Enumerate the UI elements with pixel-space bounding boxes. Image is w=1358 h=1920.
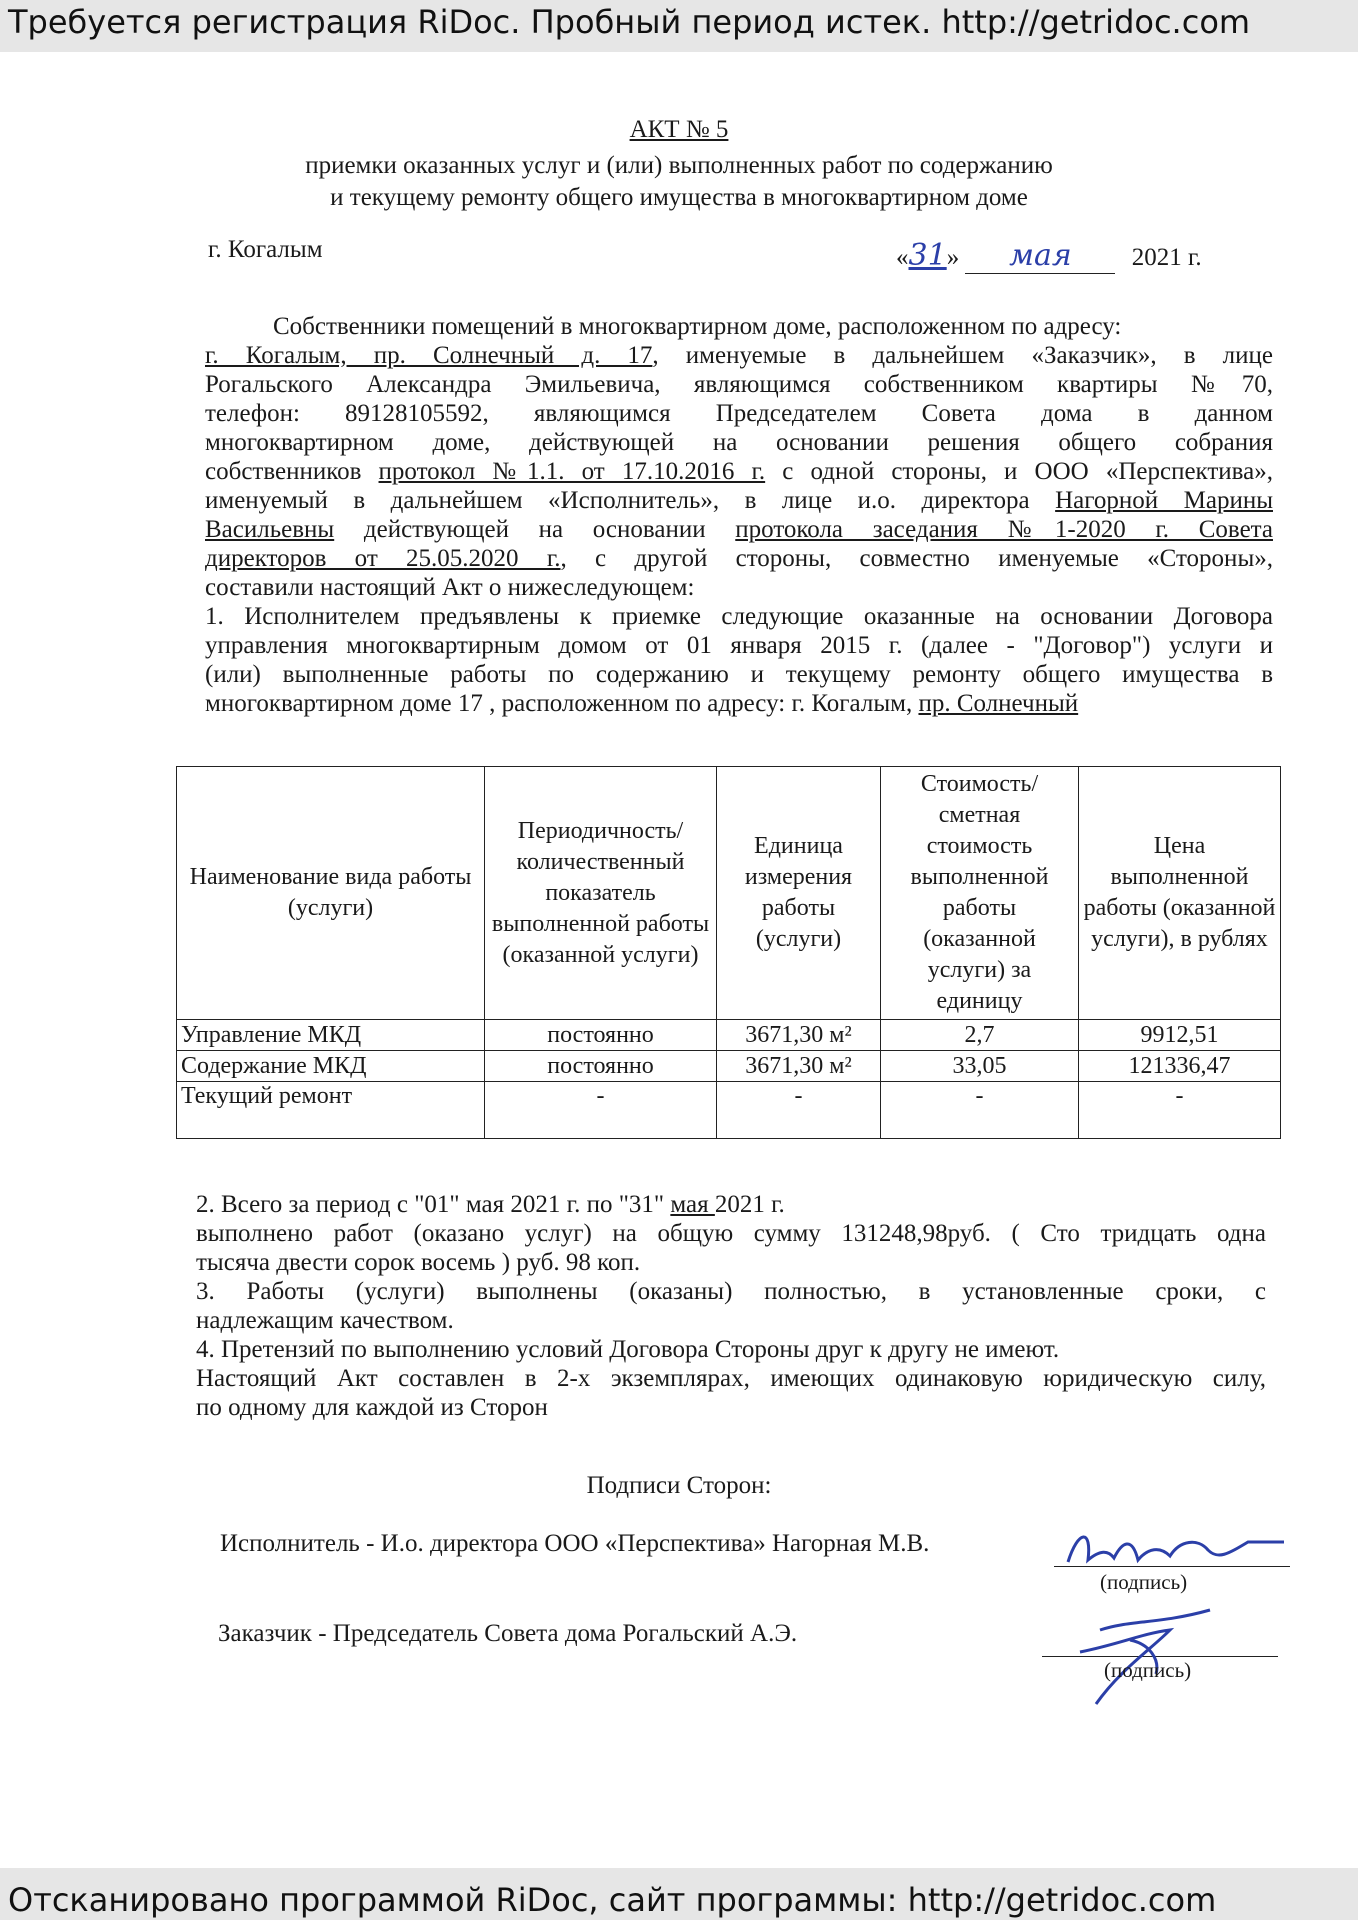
- cell-work-name: Текущий ремонт: [177, 1082, 485, 1139]
- act-date: «31» мая 2021 г.: [896, 238, 1202, 273]
- header-unit-cost: Стоимость/ сметная стоимость выполненной работы (оказанной услуги) за единицу: [881, 767, 1079, 1020]
- date-day: 31: [908, 238, 947, 273]
- cell-price: 121336,47: [1079, 1051, 1281, 1082]
- act-title: АКТ № 5: [629, 116, 729, 143]
- header-work-name: Наименование вида работы (услуги): [177, 767, 485, 1020]
- date-month: мая: [965, 238, 1115, 274]
- table-row: [177, 1082, 1281, 1139]
- place-of-act: г. Когалым: [208, 236, 323, 263]
- table-row: [177, 1020, 1281, 1051]
- act-subtitle-1: приемки оказанных услуг и (или) выполненных работ по содержанию: [305, 152, 1053, 179]
- executor-line: Исполнитель - И.о. директора ООО «Перспектива» Нагорная М.В.: [220, 1530, 930, 1557]
- trial-banner: Требуется регистрация RiDoc. Пробный период истек. http://getridoc.com: [0, 0, 1358, 52]
- cell-periodicity: постоянно: [485, 1020, 717, 1051]
- cell-price: 9912,51: [1079, 1020, 1281, 1051]
- customer-line: Заказчик - Председатель Совета дома Рогальский А.Э.: [218, 1620, 798, 1647]
- cell-work-name: Содержание МКД: [177, 1051, 485, 1082]
- act-subtitle-2: и текущему ремонту общего имущества в многоквартирном доме: [330, 184, 1028, 211]
- cell-periodicity: -: [485, 1082, 717, 1139]
- customer-signature-caption: (подпись): [1104, 1658, 1192, 1682]
- cell-unit: -: [717, 1082, 881, 1139]
- cell-unit-cost: 2,7: [881, 1020, 1079, 1051]
- cell-unit-cost: -: [881, 1082, 1079, 1139]
- customer-signature-icon: [1060, 1600, 1280, 1710]
- header-periodicity: Периодичность/ количественный показатель выполненной работы (оказанной услуги): [485, 767, 717, 1020]
- act-intro: Собственники помещений в многоквартирном доме, расположенном по адресу: г. Когалым, пр. Солнечный д. 17, именуемые в дальнейшем «Заказчик», в лице Рогальского Александра Эмильевича, являющимся собственником квартиры №70, телефон: 89128105592, являющимся Председателем Совета дома в данном многоквартирном доме, действующей на основании решения общего собрания собственников протокол №1.1. от 17.10.2016 г. с одной стороны, и ООО «Перспектива», именуемый в дальнейшем «Исполнитель», в лице и.о. директора Нагорной Марины Васильевны действующей на основании протокола заседания №1-2020 г. Совета директоров от 25.05.2020 г., с другой стороны, совместно именуемые «Стороны», составили настоящий Акт о нижеследующем: 1. Исполнителем предъявлены к приемке следующие оказанные на основании Договора управления многоквартирным домом от 01 января 2015 г. (далее - "Договор") услуги и (или) выполненные работы по содержанию и текущему ремонту общего имущества в многоквартирном доме 17 , расположенном по адресу: г. Когалым, пр. Солнечный: [205, 313, 1273, 717]
- signatures-title: Подписи Сторон:: [586, 1472, 772, 1499]
- cell-periodicity: постоянно: [485, 1051, 717, 1082]
- executor-signature-caption: (подпись): [1100, 1570, 1188, 1594]
- cell-unit: 3671,30 м²: [717, 1051, 881, 1082]
- header-price: Цена выполненной работы (оказанной услуги), в рублях: [1079, 767, 1281, 1020]
- cell-price: -: [1079, 1082, 1281, 1139]
- table-header-row: [177, 767, 1281, 1020]
- cell-unit: 3671,30 м²: [717, 1020, 881, 1051]
- cell-work-name: Управление МКД: [177, 1020, 485, 1051]
- cell-unit-cost: 33,05: [881, 1051, 1079, 1082]
- table-row: [177, 1051, 1281, 1082]
- header-unit: Единица измерения работы (услуги): [717, 767, 881, 1020]
- scan-banner: Отсканировано программой RiDoc, сайт программы: http://getridoc.com: [0, 1868, 1358, 1920]
- works-table: [176, 766, 1281, 1139]
- act-summary: 2. Всего за период с "01" мая 2021 г. по "31" мая 2021 г. выполнено работ (оказано услуг) на общую сумму 131248,98руб. ( Сто тридцать одна тысяча двести сорок восемь ) руб. 98 коп. 3. Работы (услуги) выполнены (оказаны) полностью, в установленные сроки, с надлежащим качеством. 4. Претензий по выполнению условий Договора Стороны друг к другу не имеют. Настоящий Акт составлен в 2-х экземплярах, имеющих одинаковую юридическую силу, по одному для каждой из Сторон: [196, 1191, 1266, 1421]
